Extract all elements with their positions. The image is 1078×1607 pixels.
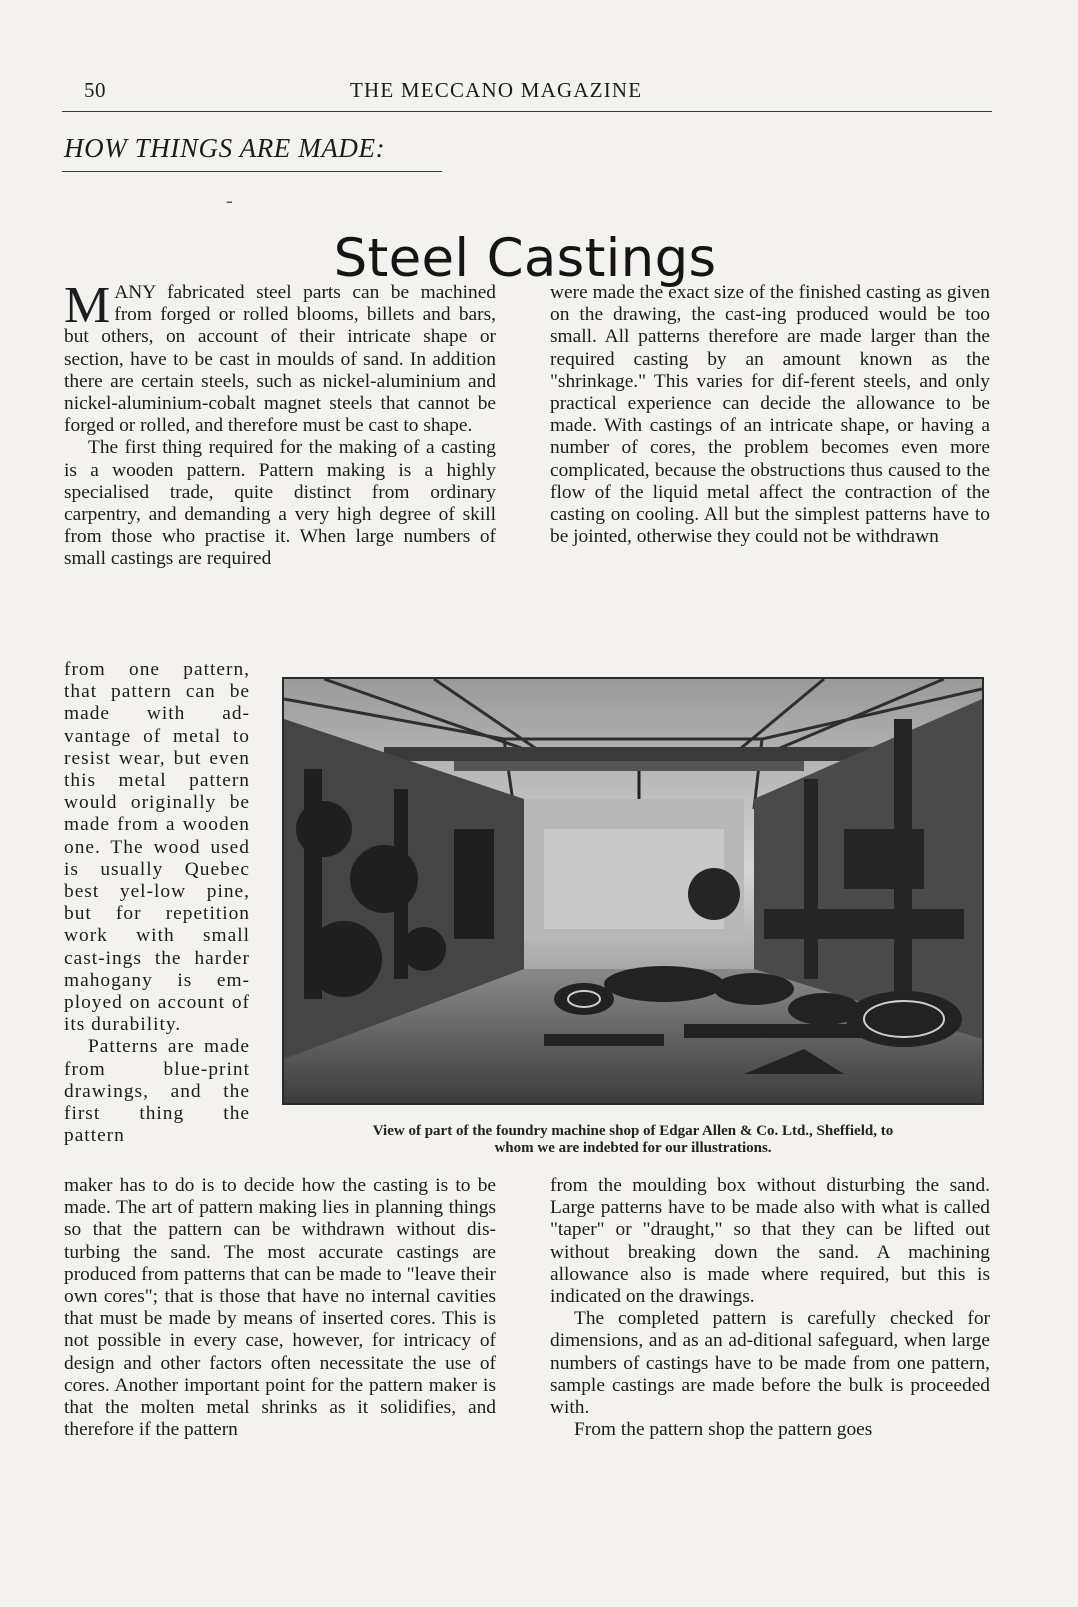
column-left-top — [64, 277, 496, 571]
section-label: HOW THINGS ARE MADE: — [64, 133, 386, 163]
paragraph: Patterns are made from blue-print drawings, and the first thing the pattern — [64, 1036, 250, 1147]
paragraph: from the moulding box without disturbing the sand. Large patterns have to be made also with what is called "taper" or "draught," so that they can be lifted out without breaking down the sand. A machining allowance also is made where required, but this is indicated on the drawings. — [550, 1175, 990, 1308]
column-right-bottom — [550, 1175, 990, 1441]
caption-line: whom we are indebted for our illustrations. — [494, 1140, 772, 1156]
paragraph: from one pattern, that pattern can be made with ad-vantage of metal to resist wear, but even this metal pattern would originally be made from a wooden one. The wood used is usually Quebec best yel-low pine, but for repetition work with small cast-ings the harder mahogany is em-ployed on account of its durability. — [64, 659, 250, 1036]
title-dash-mark: - — [226, 190, 233, 212]
section-rule — [62, 171, 442, 172]
paragraph: From the pattern shop the pattern goes — [574, 1419, 873, 1441]
column-narrow — [64, 659, 250, 1147]
paragraph: The completed pattern is carefully checked for dimensions, and as an ad-ditional safeguard, when large numbers of castings have to be made from one pattern, sample castings are made before the bulk is proceeded with. — [550, 1308, 990, 1419]
page-number: 50 — [84, 78, 106, 102]
caption-line: View of part of the foundry machine shop of Edgar Allen & Co. Ltd., Sheffield, to — [372, 1123, 894, 1139]
column-right-top — [550, 282, 990, 548]
paragraph: were made the exact size of the finished casting as given on the drawing, the cast-ing produced would be too small. All patterns therefore are made larger than the required casting by an amount known as the "shrinkage." This varies for dif-ferent steels, and only practical experience can decide the allowance to be made. With castings of an intricate shape, or having a number of cores, the problem becomes even more complicated, because the obstructions thus caused to the flow of the liquid metal affect the contraction of the casting on cooling. All but the simplest patterns have to be jointed, otherwise they could not be withdrawn — [550, 282, 990, 548]
photo-caption — [282, 1123, 984, 1157]
header-rule — [62, 111, 992, 112]
column-left-bottom — [64, 1175, 496, 1441]
paragraph: maker has to do is to decide how the casting is to be made. The art of pattern making lies in planning things so that the pattern can be withdrawn without dis-turbing the sand. The most accurate castings are produced from patterns that can be made to "leave their own cores"; that is those that have no internal cavities that must be made by means of inserted cores. This is not possible in every case, however, for intricacy of design and other factors often necessitate the use of cores. Another important point for the pattern maker is that the molten metal shrinks as it solidifies, and therefore if the pattern — [64, 1175, 496, 1441]
running-head: THE MECCANO MAGAZINE — [350, 78, 643, 102]
paragraph-text: ANY fabricated steel parts can be machined from forged or rolled blooms, billets and bars, but others, on account of their intricate shape or section, have to be cast in moulds of sand. In addition there are certain steels, such as nickel-aluminium and nickel-aluminium-cobalt magnet steels that cannot be forged or rolled, and therefore must be cast to shape. — [64, 282, 496, 437]
drop-cap: M — [64, 277, 111, 334]
foundry-photo — [282, 677, 984, 1105]
paragraph — [64, 277, 496, 437]
article-title: Steel Castings — [333, 227, 717, 289]
paragraph: The first thing required for the making of a casting is a wooden pattern. Pattern making is a highly specialised trade, quite distinct from ordinary carpentry, and demanding a very high degree of skill from those who practise it. When large numbers of small castings are required — [64, 437, 496, 570]
